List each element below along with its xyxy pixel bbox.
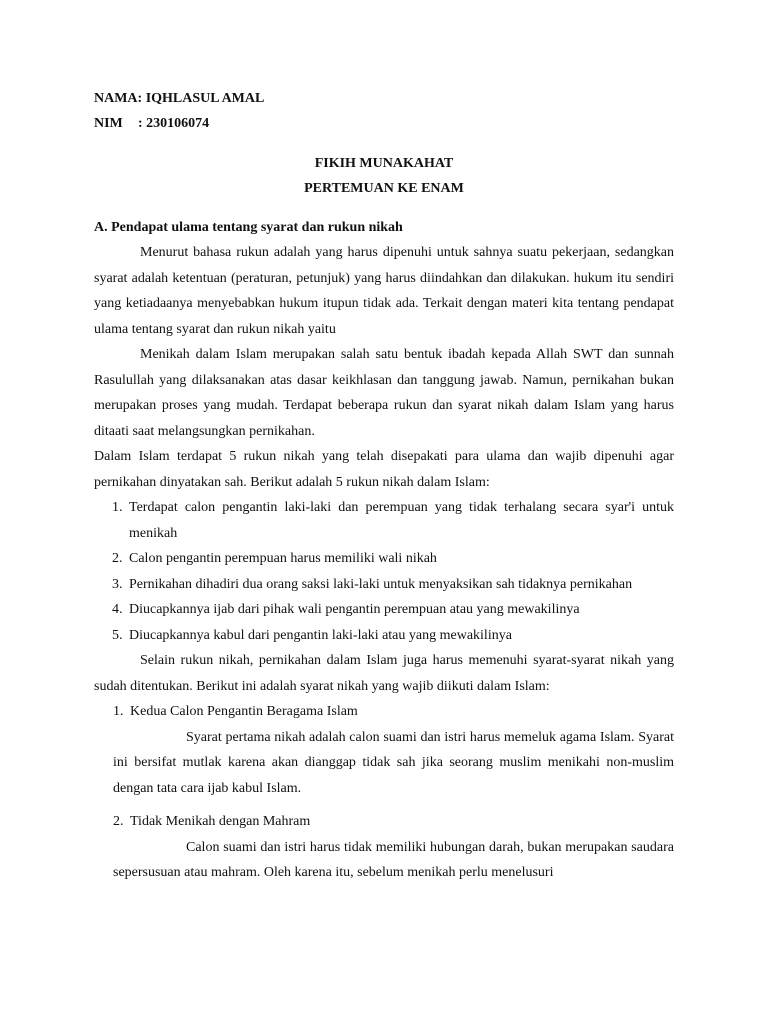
list-number: 3.: [112, 576, 123, 592]
syarat-item: [94, 699, 674, 801]
list-number: 2.: [113, 814, 124, 829]
list-text: Terdapat calon pengantin laki-laki dan perempuan yang tidak terhalang secara syar'i untuk menikah: [129, 500, 674, 541]
paragraph-definition: Menurut bahasa rukun adalah yang harus dipenuhi untuk sahnya suatu pekerjaan, sedangkan syarat adalah ketentuan (peraturan, petunjuk) yang harus diindahkan dan dilakukan. hukum itu sendiri yang ketiadaanya menyebabkan hukum itupun tidak ada. Terkait dengan materi kita tentang pendapat ulama tentang syarat dan rukun nikah yaitu: [94, 245, 674, 337]
list-item: [112, 623, 674, 649]
nim-label: NIM: [94, 116, 123, 131]
rukun-list: [94, 495, 674, 648]
list-text: Diucapkannya kabul dari pengantin laki-laki atau yang mewakilinya: [129, 627, 512, 643]
section-a-heading: A. Pendapat ulama tentang syarat dan rukun nikah: [94, 220, 403, 235]
paragraph-menikah: Menikah dalam Islam merupakan salah satu bentuk ibadah kepada Allah SWT dan sunnah Rasulullah yang dilaksanakan atas dasar keikhlasan dan tanggung jawab. Namun, pernikahan bukan merupakan proses yang mudah. Terdapat beberapa rukun dan syarat nikah dalam Islam yang harus ditaati saat melangsungkan pernikahan.: [94, 347, 674, 439]
paragraph-rukun-intro: Dalam Islam terdapat 5 rukun nikah yang telah disepakati para ulama dan wajib dipenuhi agar pernikahan dinyatakan sah. Berikut adalah 5 rukun nikah dalam Islam:: [94, 449, 674, 490]
list-item: [112, 495, 674, 546]
nim-value: : 230106074: [138, 116, 210, 131]
paragraph-syarat-intro: Selain rukun nikah, pernikahan dalam Islam juga harus memenuhi syarat-syarat nikah yang sudah ditentukan. Berikut ini adalah syarat nikah yang wajib diikuti dalam Islam:: [94, 653, 674, 694]
syarat-item-title: Kedua Calon Pengantin Beragama Islam: [130, 704, 358, 719]
list-item: [112, 572, 674, 598]
syarat-item-title: Tidak Menikah dengan Mahram: [130, 814, 311, 829]
document-titles: [94, 151, 674, 201]
document-subtitle: PERTEMUAN KE ENAM: [304, 181, 464, 196]
list-number: 4.: [112, 602, 123, 617]
list-text: Diucapkannya ijab dari pihak wali pengantin perempuan atau yang mewakilinya: [129, 602, 580, 617]
list-number: 1.: [113, 704, 124, 719]
list-item: [112, 597, 674, 623]
student-nim: [94, 111, 674, 136]
list-text: Pernikahan dihadiri dua orang saksi laki-laki untuk menyaksikan sah tidaknya pernikahan: [129, 576, 633, 592]
list-text: Calon pengantin perempuan harus memiliki wali nikah: [129, 551, 437, 566]
syarat-item: [94, 809, 674, 886]
list-number: 5.: [112, 627, 123, 643]
student-name: NAMA: IQHLASUL AMAL: [94, 91, 265, 106]
syarat-item-heading: [113, 699, 674, 725]
list-item: [112, 546, 674, 572]
syarat-item-text: Syarat pertama nikah adalah calon suami dan istri harus memeluk agama Islam. Syarat ini bersifat mutlak karena akan dianggap tidak sah jika seorang muslim menikahi non-muslim dengan tata cara ijab kabul Islam.: [113, 729, 674, 796]
list-number: 2.: [112, 551, 123, 566]
syarat-item-heading: [113, 809, 674, 835]
document-title: FIKIH MUNAKAHAT: [314, 156, 454, 171]
list-number: 1.: [112, 500, 123, 515]
syarat-item-text: Calon suami dan istri harus tidak memiliki hubungan darah, bukan merupakan saudara sepersusuan atau mahram. Oleh karena itu, sebelum menikah perlu menelusuri: [113, 839, 674, 880]
